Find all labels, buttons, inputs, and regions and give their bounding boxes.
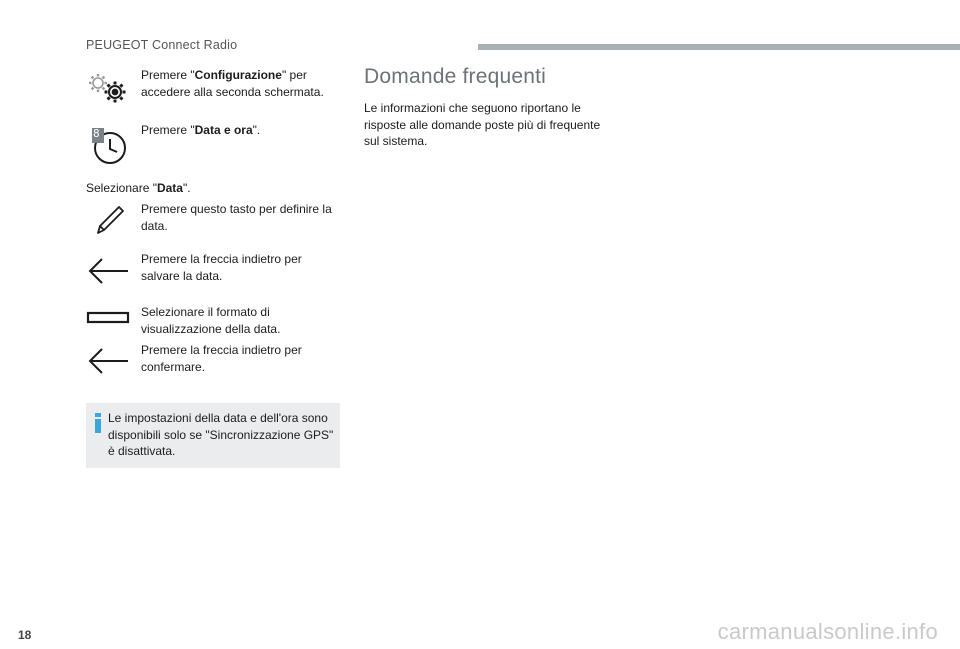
- header-title: PEUGEOT Connect Radio: [86, 38, 238, 52]
- text-fragment: " per accedere alla seconda schermata.: [141, 68, 324, 99]
- clock-badge: 8: [93, 127, 100, 140]
- text-fragment: Selezionare ": [86, 181, 157, 195]
- step-pencil-text: Premere questo tasto per definire la data.: [141, 202, 332, 233]
- header-bar: [478, 44, 960, 50]
- text-bold: Data e ora: [194, 123, 253, 137]
- faq-text: Le informazioni che seguono riportano le risposte alle domande poste più di frequente sul sistema.: [364, 101, 601, 148]
- pencil-icon: [92, 202, 128, 238]
- text-bold: Data: [156, 181, 183, 195]
- back-arrow-icon: [86, 256, 130, 286]
- text-fragment: ".: [182, 181, 191, 195]
- step-back-save-text: Premere la freccia indietro per salvare la data.: [141, 252, 302, 283]
- step-back-confirm-text: Premere la freccia indietro per confermare.: [141, 343, 302, 374]
- watermark: carmanualsonline.info: [717, 619, 938, 644]
- step-configurazione-text: [141, 67, 341, 100]
- info-icon: [94, 413, 102, 433]
- text-fragment: Premere ": [141, 68, 195, 82]
- text-fragment: ".: [252, 123, 261, 137]
- format-selector-icon: [86, 310, 130, 326]
- note-text: Le impostazioni della data e dell'ora sono disponibili solo se "Sincronizzazione GPS" è disattivata.: [108, 411, 334, 458]
- step-data-ora-text: [141, 122, 341, 139]
- faq-title: Domande frequenti: [364, 65, 547, 88]
- step-format-text: Selezionare il formato di visualizzazione della data.: [141, 305, 281, 336]
- text-fragment: Premere ": [141, 123, 195, 137]
- back-arrow-icon: [86, 346, 130, 376]
- intro-text: [86, 180, 191, 197]
- gear-settings-icon: [86, 70, 130, 106]
- text-bold: Configurazione: [194, 68, 282, 82]
- page-number: 18: [18, 628, 32, 642]
